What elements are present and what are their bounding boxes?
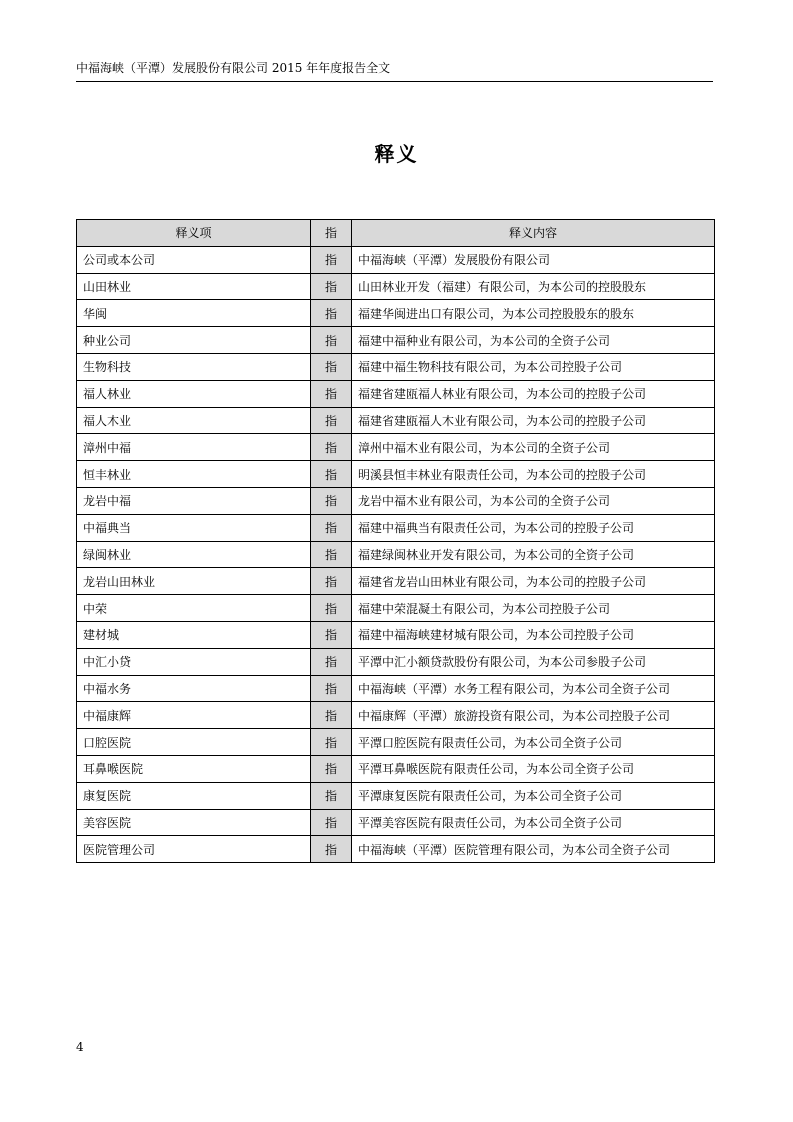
table-row [77,380,715,407]
table-body [77,246,715,862]
table-header-row [77,220,715,247]
definition-cell: 平潭美容医院有限责任公司，为本公司全资子公司 [352,809,715,836]
refers-cell: 指 [311,300,352,327]
table-row [77,568,715,595]
column-header-term: 释义项 [77,220,311,247]
column-header-refers: 指 [311,220,352,247]
table-row [77,514,715,541]
header-divider [76,81,713,82]
refers-cell: 指 [311,461,352,488]
term-cell: 种业公司 [77,327,311,354]
table-row [77,675,715,702]
definition-cell: 中福海峡（平潭）水务工程有限公司，为本公司全资子公司 [352,675,715,702]
table-row [77,246,715,273]
definition-cell: 龙岩中福木业有限公司，为本公司的全资子公司 [352,487,715,514]
refers-cell: 指 [311,434,352,461]
term-cell: 耳鼻喉医院 [77,755,311,782]
refers-cell: 指 [311,246,352,273]
refers-cell: 指 [311,755,352,782]
definition-cell: 福建中荣混凝土有限公司，为本公司控股子公司 [352,595,715,622]
page-title: 释义 [374,142,419,166]
term-cell: 华闽 [77,300,311,327]
table-row [77,461,715,488]
term-cell: 医院管理公司 [77,836,311,863]
definition-cell: 福建绿闽林业开发有限公司，为本公司的全资子公司 [352,541,715,568]
refers-cell: 指 [311,621,352,648]
refers-cell: 指 [311,541,352,568]
refers-cell: 指 [311,568,352,595]
term-cell: 建材城 [77,621,311,648]
definition-cell: 平潭中汇小额贷款股份有限公司，为本公司参股子公司 [352,648,715,675]
table-row [77,487,715,514]
table-row [77,755,715,782]
page-header: 中福海峡（平潭）发展股份有限公司 2015 年年度报告全文 [76,61,391,75]
refers-cell: 指 [311,702,352,729]
term-cell: 恒丰林业 [77,461,311,488]
term-cell: 中福康辉 [77,702,311,729]
definition-cell: 平潭康复医院有限责任公司，为本公司全资子公司 [352,782,715,809]
table-row [77,434,715,461]
table-row [77,273,715,300]
term-cell: 福人林业 [77,380,311,407]
definition-cell: 中福康辉（平潭）旅游投资有限公司，为本公司控股子公司 [352,702,715,729]
definition-cell: 福建中福海峡建材城有限公司，为本公司控股子公司 [352,621,715,648]
term-cell: 山田林业 [77,273,311,300]
refers-cell: 指 [311,729,352,756]
table-row [77,353,715,380]
term-cell: 福人木业 [77,407,311,434]
term-cell: 美容医院 [77,809,311,836]
definition-cell: 山田林业开发（福建）有限公司，为本公司的控股股东 [352,273,715,300]
refers-cell: 指 [311,327,352,354]
refers-cell: 指 [311,353,352,380]
definition-cell: 中福海峡（平潭）医院管理有限公司，为本公司全资子公司 [352,836,715,863]
definition-cell: 平潭口腔医院有限责任公司，为本公司全资子公司 [352,729,715,756]
term-cell: 中福水务 [77,675,311,702]
table-row [77,327,715,354]
definition-cell: 明溪县恒丰林业有限责任公司，为本公司的控股子公司 [352,461,715,488]
term-cell: 生物科技 [77,353,311,380]
term-cell: 漳州中福 [77,434,311,461]
definition-cell: 福建省建瓯福人木业有限公司，为本公司的控股子公司 [352,407,715,434]
refers-cell: 指 [311,675,352,702]
refers-cell: 指 [311,809,352,836]
table-row [77,836,715,863]
term-cell: 康复医院 [77,782,311,809]
definition-cell: 福建中福种业有限公司，为本公司的全资子公司 [352,327,715,354]
table-row [77,541,715,568]
page-number: 4 [76,1040,84,1054]
definition-cell: 平潭耳鼻喉医院有限责任公司，为本公司全资子公司 [352,755,715,782]
term-cell: 口腔医院 [77,729,311,756]
refers-cell: 指 [311,836,352,863]
definition-cell: 漳州中福木业有限公司，为本公司的全资子公司 [352,434,715,461]
term-cell: 中福典当 [77,514,311,541]
table-row [77,300,715,327]
term-cell: 公司或本公司 [77,246,311,273]
refers-cell: 指 [311,595,352,622]
table-row [77,407,715,434]
refers-cell: 指 [311,273,352,300]
column-header-definition: 释义内容 [352,220,715,247]
term-cell: 绿闽林业 [77,541,311,568]
definition-cell: 福建华闽进出口有限公司，为本公司控股股东的股东 [352,300,715,327]
definition-cell: 福建中福生物科技有限公司，为本公司控股子公司 [352,353,715,380]
table-row [77,782,715,809]
refers-cell: 指 [311,380,352,407]
table-row [77,621,715,648]
definition-cell: 福建省龙岩山田林业有限公司，为本公司的控股子公司 [352,568,715,595]
term-cell: 中荣 [77,595,311,622]
definition-cell: 福建中福典当有限责任公司，为本公司的控股子公司 [352,514,715,541]
definition-cell: 福建省建瓯福人林业有限公司，为本公司的控股子公司 [352,380,715,407]
refers-cell: 指 [311,514,352,541]
table-row [77,729,715,756]
term-cell: 中汇小贷 [77,648,311,675]
refers-cell: 指 [311,782,352,809]
refers-cell: 指 [311,407,352,434]
refers-cell: 指 [311,487,352,514]
table-row [77,702,715,729]
definitions-table [76,219,715,863]
table-row [77,648,715,675]
term-cell: 龙岩山田林业 [77,568,311,595]
refers-cell: 指 [311,648,352,675]
table-row [77,595,715,622]
term-cell: 龙岩中福 [77,487,311,514]
definition-cell: 中福海峡（平潭）发展股份有限公司 [352,246,715,273]
table-row [77,809,715,836]
